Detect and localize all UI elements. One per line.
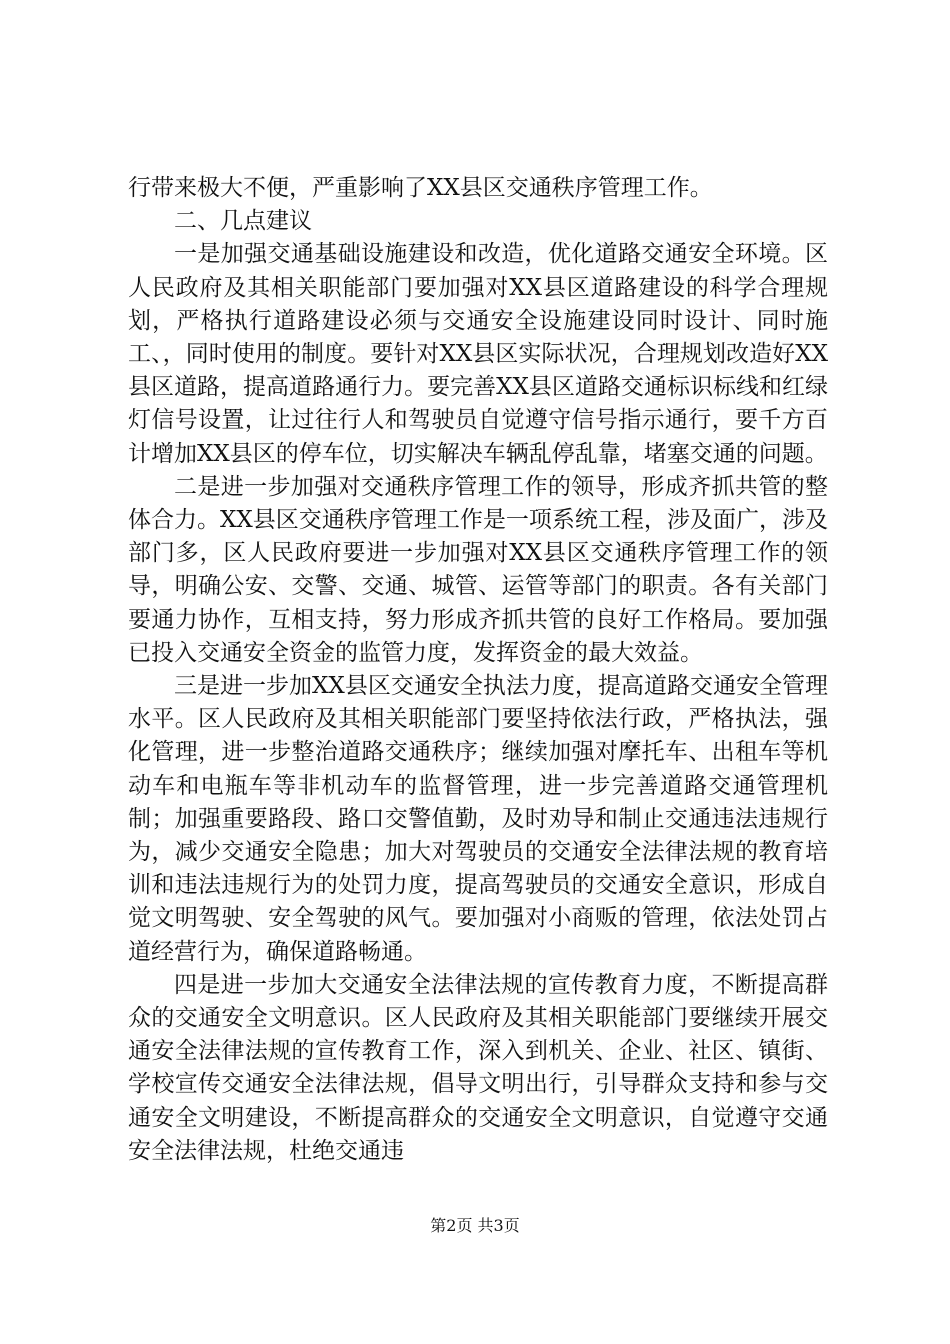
paragraph-suggestion-3: 三是进一步加XX县区交通安全执法力度，提高道路交通安全管理水平。区人民政府及其相关职能部门要坚持依法行政，严格执法，强化管理，进一步整治道路交通秩序；继续加强对摩托车、出租车等机动车和电瓶车等非机动车的监督管理，进一步完善道路交通管理机制；加强重要路段、路口交警值勤，及时劝导和制止交通违法违规行为，减少交通安全隐患；加大对驾驶员的交通安全法律法规的教育培训和违法违规行为的处罚力度，提高驾驶员的交通安全意识，形成自觉文明驾驶、安全驾驶的风气。要加强对小商贩的管理，依法处罚占道经营行为，确保道路畅通。 (128, 673, 828, 965)
page-footer: 第2页 共3页 (430, 1216, 520, 1235)
paragraph-suggestion-2: 二是进一步加强对交通秩序管理工作的领导，形成齐抓共管的整体合力。XX县区交通秩序管理工作是一项系统工程，涉及面广，涉及部门多，区人民政府要进一步加强对XX县区交通秩序管理工作的领导，明确公安、交警、交通、城管、运管等部门的职责。各有关部门要通力协作，互相支持，努力形成齐抓共管的良好工作格局。要加强已投入交通安全资金的监管力度，发挥资金的最大效益。 (128, 473, 828, 666)
paragraph-suggestion-1: 一是加强交通基础设施建设和改造，优化道路交通安全环境。区人民政府及其相关职能部门要加强对XX县区道路建设的科学合理规划，严格执行道路建设必须与交通安全设施建设同时设计、同时施工、，同时使用的制度。要针对XX县区实际状况，合理规划改造好XX县区道路，提高道路通行力。要完善XX县区道路交通标识标线和红绿灯信号设置，让过往行人和驾驶员自觉遵守信号指示通行，要千方百计增加XX县区的停车位，切实解决车辆乱停乱靠，堵塞交通的问题。 (128, 241, 828, 467)
paragraph-suggestion-4: 四是进一步加大交通安全法律法规的宣传教育力度，不断提高群众的交通安全文明意识。区人民政府及其相关职能部门要继续开展交通安全法律法规的宣传教育工作，深入到机关、企业、社区、镇街、学校宣传交通安全法律法规，倡导文明出行，引导群众支持和参与交通安全文明建设，不断提高群众的交通安全文明意识，自觉遵守交通安全法律法规，杜绝交通违 (128, 971, 828, 1164)
paragraph-continuation: 行带来极大不便，严重影响了XX县区交通秩序管理工作。 (128, 175, 713, 201)
section-heading: 二、几点建议 (174, 208, 312, 235)
document-body (128, 172, 828, 1168)
